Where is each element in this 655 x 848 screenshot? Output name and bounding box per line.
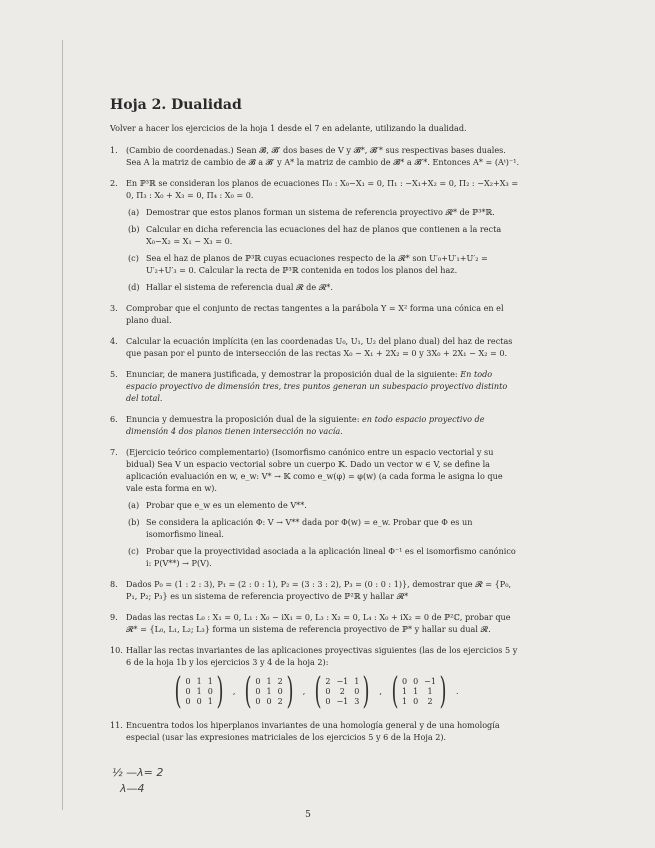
exercise-number: 6. (110, 414, 118, 424)
matrix-cell: 1 (266, 687, 272, 696)
exercise-text: Encuentra todos los hiperplanos invariantes de una homología general y de una homología especial (usar las expresiones matriciales de los ejercicios 5 y 6 de la Hoja 2). (126, 720, 500, 742)
exercise-number: 9. (110, 612, 118, 622)
subexercise-text: Probar que la proyectividad asociada a la aplicación lineal Φ⁻¹ es el isomorfismo canónico i: P(V**) → P(V). (146, 546, 516, 568)
matrix-cell: 0 (255, 677, 261, 686)
matrix-cell: 0 (185, 687, 191, 696)
left-paren: ( (174, 671, 182, 712)
separator: , (232, 687, 236, 696)
separator: . (456, 687, 459, 696)
matrix-cell: 2 (325, 677, 331, 686)
matrix-cell: 0 (325, 687, 331, 696)
exercise-4 (110, 335, 520, 359)
exercise-text: Dadas las rectas L₀ : X₁ = 0, L₁ : X₀ − iX₁ = 0, L₃ : X₂ = 0, L₄ : X₀ + iX₂ = 0 de ℙ²ℂ, probar que 𝓡* = {L₀, L₁, L₂; L₃} forma un sistema de referencia proyectivo de ℙ* y hallar su dual 𝓡. (126, 612, 511, 634)
exercise-text: Enuncia y demuestra la proposición dual de la siguiente: (126, 414, 360, 424)
matrix-cell: 2 (339, 687, 345, 696)
matrix-cell: 0 (255, 697, 261, 706)
matrix-cell: 0 (196, 697, 202, 706)
subexercise (128, 545, 520, 569)
separator: , (302, 687, 306, 696)
subexercise (128, 206, 520, 218)
matrix-cell: −1 (424, 677, 436, 686)
matrix-cell: 1 (266, 677, 272, 686)
matrix-cell: 0 (207, 687, 213, 696)
subexercise-label: (b) (128, 224, 140, 234)
exercise-text: (Ejercicio teórico complementario) (Isomorfismo canónico entre un espacio vectorial y su bidual) Sea V un espacio vectorial sobre un cuerpo 𝕂. Dado un vector w ∈ V, se define la aplicación evaluación en w, e_w: V* → 𝕂 como e_w(φ) = φ(w) (a cada forma le asigna lo que vale esta forma en w). (126, 447, 503, 493)
subexercise-label: (d) (128, 282, 140, 292)
exercise-number: 7. (110, 447, 118, 457)
subexercise-label: (b) (128, 517, 140, 527)
matrix-cell: 0 (266, 697, 272, 706)
exercise-text: (Cambio de coordenadas.) Sean 𝓑, 𝓑′ dos bases de V y 𝓑*, 𝓑′* sus respectivas bases duales. Sea A la matriz de cambio de 𝓑 a 𝓑′ y A* la matriz de cambio de 𝓑* a 𝓑′*. Entonces A* = (Aᵗ)⁻¹. (126, 145, 520, 167)
matrix (241, 671, 296, 712)
handwritten-note: ½ —λ= 2 (112, 766, 164, 779)
page-title: Hoja 2. Dualidad (110, 97, 242, 113)
matrix-cell: 0 (277, 687, 283, 696)
exercise-number: 1. (110, 145, 118, 155)
exercise-text: Calcular la ecuación implícita (en las coordenadas U₀, U₁, U₂ del plano dual) del haz de rectas que pasan por el punto de intersección de las rectas X₀ − X₁ + 2X₂ = 0 y 3X₀ + 2X₁ − X₂ = 0. (126, 336, 513, 358)
left-paren: ( (391, 671, 399, 712)
subexercise (128, 252, 520, 276)
page-number: 5 (305, 810, 311, 820)
exercise-number: 10. (110, 645, 123, 655)
exercise-number: 8. (110, 579, 118, 589)
matrix-cell: 0 (255, 687, 261, 696)
matrix-cell: 1 (196, 687, 202, 696)
subexercise (128, 223, 520, 247)
matrix (171, 671, 226, 712)
matrix-cell: 0 (413, 697, 419, 706)
subexercise-text: Sea el haz de planos de ℙ³ℝ cuyas ecuaciones respecto de la 𝓡* son U′₀+U′₁+U′₂ = U′₂+U′₃ = 0. Calcular la recta de ℙ³ℝ contenida en todos los planos del haz. (146, 253, 488, 275)
subexercise-text: Hallar el sistema de referencia dual 𝓡 de 𝓡*. (146, 282, 333, 292)
matrix-cell: 0 (325, 697, 331, 706)
exercise-text: Comprobar que el conjunto de rectas tangentes a la parábola Y = X² forma una cónica en el plano dual. (126, 303, 504, 325)
exercise-statement: En todo espacio proyectivo de dimensión tres, tres puntos generan un subespacio proyectivo distinto del total. (126, 369, 508, 403)
matrix-cell: 1 (427, 687, 433, 696)
right-paren: ) (439, 671, 447, 712)
right-paren: ) (362, 671, 370, 712)
exercise-10 (110, 644, 520, 710)
exercise-1 (110, 144, 520, 168)
matrix-cell: 0 (185, 697, 191, 706)
matrix (388, 671, 450, 712)
subexercise-text: Demostrar que estos planos forman un sistema de referencia proyectivo 𝓡* de ℙ³*ℝ. (146, 207, 495, 217)
exercise-number: 4. (110, 336, 118, 346)
matrix-cell: 0 (354, 687, 360, 696)
matrix-cell: 1 (401, 687, 408, 696)
separator: , (379, 687, 382, 696)
exercise-text: Dados P₀ = (1 : 2 : 3), P₁ = (2 : 0 : 1), P₂ = (3 : 3 : 2), P₃ = (0 : 0 : 1)}, demostrar que 𝓡 = {P₀, P₁, P₂; P₃} es un sistema de referencia proyectivo de ℙ²ℝ y hallar 𝓡* (126, 579, 512, 601)
exercise-11 (110, 719, 520, 743)
matrix-cell: 0 (401, 677, 408, 686)
subexercise-label: (a) (128, 207, 140, 217)
subexercise-label: (a) (128, 500, 140, 510)
exercise-9 (110, 611, 520, 635)
exercise-3 (110, 302, 520, 326)
subexercise-text: Probar que e_w es un elemento de V**. (146, 500, 307, 510)
exercise-6 (110, 413, 520, 437)
exercise-number: 5. (110, 369, 118, 379)
matrix-cell: −1 (336, 697, 349, 706)
exercise-number: 11. (110, 720, 123, 730)
matrix-cell: 0 (185, 677, 191, 686)
page-edge (62, 40, 63, 810)
matrix-cell: 2 (277, 677, 283, 686)
intro-text: Volver a hacer los ejercicios de la hoja 1 desde el 7 en adelante, utilizando la dualidad. (110, 123, 467, 133)
subexercise-text: Se considera la aplicación Φ: V → V** dada por Φ(w) = e_w. Probar que Φ es un isomorfismo lineal. (146, 517, 473, 539)
exercise-statement: en todo espacio proyectivo de dimensión 4 dos planos tienen intersección no vacía. (126, 414, 485, 436)
matrix-cell: −1 (336, 677, 349, 686)
matrix-cell: 2 (427, 697, 433, 706)
matrix-cell: 1 (207, 697, 213, 706)
exercise-text: En ℙ³ℝ se consideran los planos de ecuaciones Π₀ : X₀−X₁ = 0, Π₁ : −X₁+X₂ = 0, Π₂ : −X₂+X₃ = 0, Π₃ : X₀ + X₃ = 0, Π₄ : X₀ = 0. (126, 178, 519, 200)
subexercise-label: (c) (128, 546, 139, 556)
matrix (311, 671, 373, 712)
exercise-2 (110, 177, 520, 293)
exercise-text: Hallar las rectas invariantes de las aplicaciones proyectivas siguientes (las de los ejercicios 5 y 6 de la hoja 1b y los ejercicios 3 y 4 de la hoja 2): (126, 645, 518, 667)
right-paren: ) (216, 671, 224, 712)
matrix-cell: 1 (413, 687, 419, 696)
left-paren: ( (244, 671, 252, 712)
matrix-cell: 1 (354, 677, 360, 686)
subexercise-label: (c) (128, 253, 139, 263)
exercise-text: Enunciar, de manera justificada, y demostrar la proposición dual de la siguiente: (126, 369, 458, 379)
exercise-number: 2. (110, 178, 118, 188)
exercise-8 (110, 578, 520, 602)
subexercise (128, 281, 520, 293)
exercise-7 (110, 446, 520, 569)
right-paren: ) (286, 671, 294, 712)
matrix-cell: 3 (354, 697, 360, 706)
subexercise (128, 499, 520, 511)
exercise-5 (110, 368, 520, 404)
left-paren: ( (314, 671, 322, 712)
document-body (110, 96, 520, 821)
handwritten-note: λ—4 (120, 782, 145, 795)
handwritten-notes (112, 765, 520, 797)
subexercise-text: Calcular en dicha referencia las ecuaciones del haz de planos que contienen a la recta X₀−X₂ = X₁ − X₃ = 0. (146, 224, 502, 246)
matrix-cell: 2 (277, 697, 283, 706)
matrices-row (110, 671, 520, 712)
matrix-cell: 1 (401, 697, 408, 706)
exercise-number: 3. (110, 303, 118, 313)
matrix-cell: 0 (413, 677, 419, 686)
subexercise (128, 516, 520, 540)
exercise-list (110, 144, 520, 743)
matrix-cell: 1 (207, 677, 213, 686)
matrix-cell: 1 (196, 677, 202, 686)
